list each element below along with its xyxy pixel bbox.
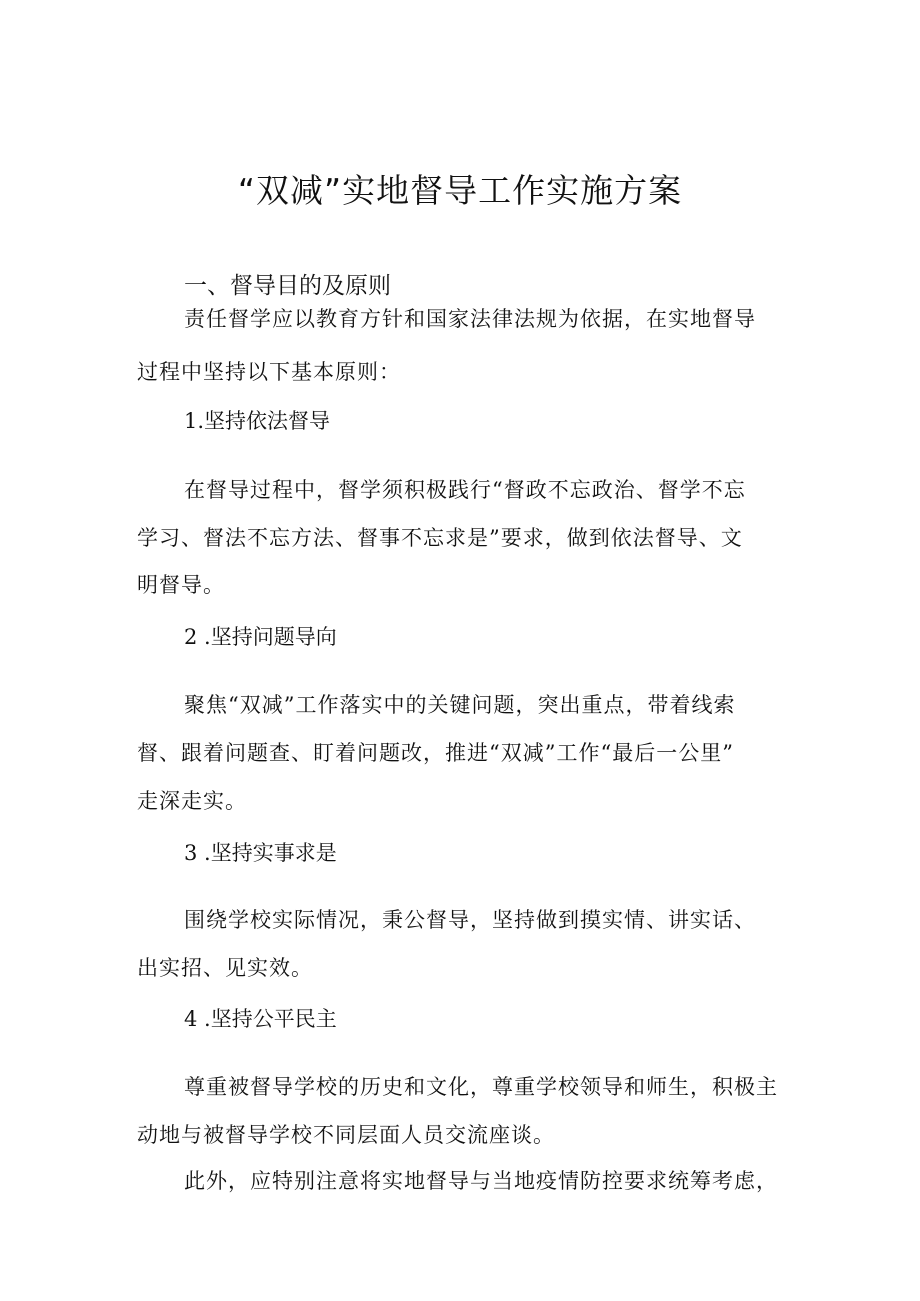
intro-line-1: 责任督学应以教育方针和国家法律法规为依据，在实地督导 (184, 307, 756, 331)
principle-1-line-1: 在督导过程中，督学须积极践行“督政不忘政治、督学不忘 (184, 478, 746, 502)
principle-4-number: 4 . (184, 1007, 211, 1031)
principle-3-line-2: 出实招、见实效。 (137, 956, 313, 980)
intro-line-2: 过程中坚持以下基本原则： (137, 360, 401, 384)
principle-4-line-2: 动地与被督导学校不同层面人员交流座谈。 (137, 1123, 555, 1147)
principle-3-line-1: 围绕学校实际情况，秉公督导，坚持做到摸实情、讲实话、 (184, 908, 756, 932)
section-heading: 一、督导目的及原则 (184, 273, 391, 299)
principle-4-title: 坚持公平民主 (210, 1007, 337, 1031)
principle-2-line-1: 聚焦“双减”工作落实中的关键问题，突出重点，带着线索 (184, 693, 736, 717)
principle-2-heading (184, 620, 337, 654)
principle-2-number: 2 . (184, 625, 211, 649)
principle-3-title: 坚持实事求是 (210, 841, 337, 865)
principle-1-number: 1. (184, 409, 205, 433)
closing-line: 此外，应特别注意将实地督导与当地疫情防控要求统筹考虑， (184, 1169, 778, 1193)
principle-1-line-3: 明督导。 (137, 573, 225, 597)
principle-3-number: 3 . (184, 841, 211, 865)
principle-1-title: 坚持依法督导 (204, 409, 331, 433)
document-title: “双减”实地督导工作实施方案 (237, 171, 683, 210)
principle-2-line-3: 走深走实。 (137, 789, 247, 813)
principle-2-line-2: 督、跟着问题查、盯着问题改，推进“双减”工作“最后一公里” (137, 741, 734, 765)
principle-4-line-1: 尊重被督导学校的历史和文化，尊重学校领导和师生，积极主 (184, 1075, 778, 1099)
principle-2-title: 坚持问题导向 (210, 625, 337, 649)
principle-4-heading (184, 1002, 337, 1036)
principle-3-heading (184, 836, 337, 870)
principle-1-line-2: 学习、督法不忘方法、督事不忘求是”要求，做到依法督导、文 (137, 526, 743, 550)
principle-1-heading (184, 404, 330, 438)
